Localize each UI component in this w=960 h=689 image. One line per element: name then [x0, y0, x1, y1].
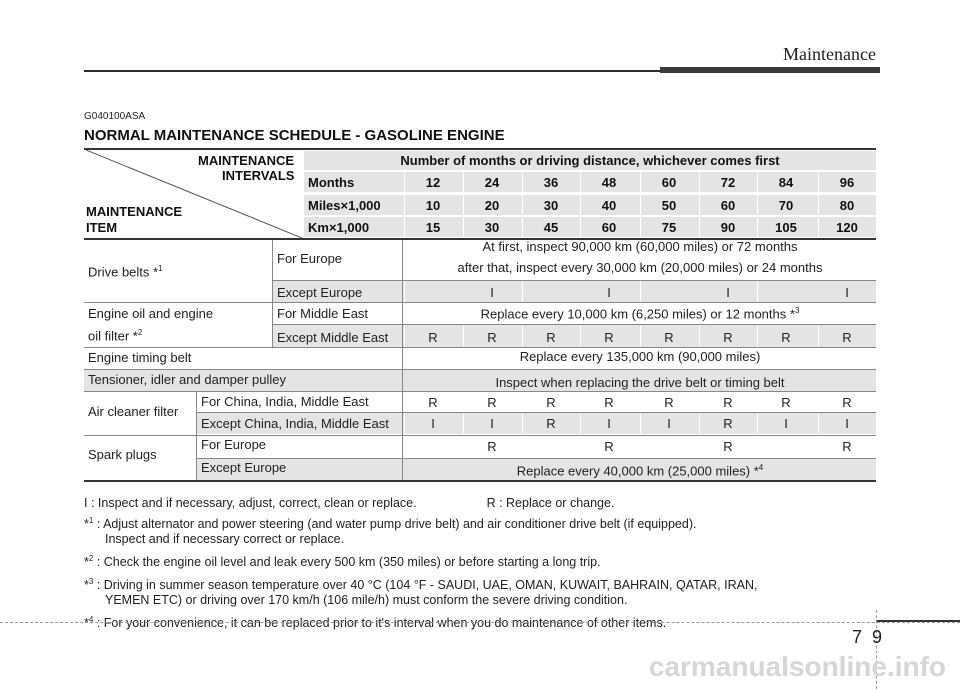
schedule-cell: I	[431, 416, 435, 431]
row-line	[84, 391, 876, 392]
header-cell: 96	[839, 175, 855, 190]
header-row-label: Miles×1,000	[308, 198, 381, 213]
cell-sep	[580, 412, 581, 434]
cell-sep	[522, 324, 523, 347]
schedule-cell: I	[667, 416, 671, 431]
cell-sep	[640, 412, 641, 434]
section-title: Maintenance	[783, 44, 876, 64]
drive-except-europe: Except Europe	[277, 285, 363, 300]
header-row-label: Km×1,000	[308, 220, 370, 235]
schedule-cell: R	[604, 395, 614, 410]
air-cleaner-label: Air cleaner filter	[88, 404, 179, 419]
table-bottom-rule	[84, 480, 876, 482]
header-cell: 30	[484, 220, 500, 235]
header-col-sep	[580, 172, 581, 192]
schedule-cell: R	[723, 330, 733, 345]
header-cell: 50	[661, 198, 677, 213]
cell-sep	[404, 324, 405, 347]
air-except-china: Except China, India, Middle East	[201, 416, 389, 431]
tensioner-note: Inspect when replacing the drive belt or timing belt	[495, 375, 785, 390]
header-cell: 75	[661, 220, 677, 235]
spark-except-europe: Except Europe	[201, 460, 287, 475]
schedule-cell: R	[723, 395, 733, 410]
schedule-cell: I	[726, 285, 730, 300]
cell-sep	[463, 412, 464, 434]
cell-sep	[463, 324, 464, 347]
legend-r: R : Replace or change.	[486, 496, 615, 510]
footnote-2-marker: 2	[137, 328, 143, 337]
schedule-cell: R	[546, 416, 556, 431]
header-cell: 24	[484, 175, 500, 190]
cell-sep	[522, 412, 523, 434]
footnote-4-marker: 4	[758, 463, 764, 472]
schedule-cell: R	[487, 330, 497, 345]
header-col-sep	[699, 195, 700, 215]
header-cell: 20	[484, 198, 500, 213]
row-line	[84, 347, 876, 348]
row-line	[84, 435, 876, 436]
footer-dash	[0, 622, 960, 623]
header-cell: 84	[778, 175, 794, 190]
col-line	[272, 240, 273, 302]
header-cell: 120	[836, 220, 858, 235]
col-line	[196, 391, 197, 480]
cell-sep	[640, 324, 641, 347]
schedule-cell: I	[490, 285, 494, 300]
header-cell: 72	[720, 175, 736, 190]
header-col-sep	[818, 172, 819, 192]
oil-except-middle-east: Except Middle East	[277, 330, 389, 345]
oil-for-middle-east: For Middle East	[277, 306, 369, 321]
cell-sep	[404, 280, 405, 302]
timing-belt-label: Engine timing belt	[88, 350, 192, 365]
doc-code: G040100ASA	[84, 111, 146, 122]
corner-intervals-1: MAINTENANCE	[198, 153, 295, 168]
schedule-cell: I	[845, 416, 849, 431]
header-col-sep	[818, 195, 819, 215]
spark-plugs-label: Spark plugs	[88, 447, 157, 462]
footnote-1-marker: 1	[158, 264, 163, 273]
header-col-sep	[404, 172, 405, 192]
header-col-sep	[757, 217, 758, 237]
schedule-cell: R	[842, 439, 852, 454]
cell-sep	[404, 412, 405, 434]
header-cell: 12	[425, 175, 441, 190]
tensioner-label: Tensioner, idler and damper pulley	[88, 372, 287, 387]
header-col-sep	[699, 217, 700, 237]
oil-me-note: Replace every 10,000 km (6,250 miles) or 12 months *$^3$	[480, 306, 800, 322]
schedule-cell: R	[723, 416, 733, 431]
cell-sep	[757, 324, 758, 347]
header-col-sep	[640, 217, 641, 237]
header-row-label: Months	[308, 175, 355, 190]
header-col-sep	[818, 217, 819, 237]
header-cell: 48	[601, 175, 617, 190]
header-col-sep	[463, 172, 464, 192]
header-col-sep	[580, 217, 581, 237]
schedule-cell: R	[664, 395, 674, 410]
drive-except-bg	[272, 280, 876, 302]
header-cell: 40	[601, 198, 617, 213]
cell-sep	[580, 324, 581, 347]
header-cell: 60	[720, 198, 736, 213]
drive-for-europe: For Europe	[277, 251, 343, 266]
cell-sep	[699, 324, 700, 347]
header-cell: 10	[425, 198, 441, 213]
notes	[84, 496, 757, 632]
header-col-sep	[522, 217, 523, 237]
schedule-cell: I	[607, 416, 611, 431]
schedule-cell: I	[784, 416, 788, 431]
header-cell: 30	[543, 198, 559, 213]
header-cell: 60	[601, 220, 617, 235]
schedule-cell: R	[487, 439, 497, 454]
corner-intervals-2: INTERVALS	[222, 168, 295, 183]
cell-sep	[818, 324, 819, 347]
header-accent-bar	[660, 67, 880, 73]
schedule-cell: R	[664, 330, 674, 345]
row-line	[272, 280, 876, 281]
span-header: Number of months or driving distance, whichever comes first	[400, 153, 780, 168]
header-col-sep	[522, 195, 523, 215]
header-cell: 90	[720, 220, 736, 235]
note-4: *$^4$ : For your convenience, it can be replaced prior to it's interval when you do maintenance of other items.	[84, 615, 667, 631]
row-line	[84, 369, 876, 370]
header-cell: 60	[661, 175, 677, 190]
spark-for-europe: For Europe	[201, 437, 267, 452]
note-1b: Inspect and if necessary correct or replace.	[105, 532, 345, 547]
oil-label-2: oil filter *$^2$	[88, 328, 143, 344]
drive-belts-label: Drive belts *$^1$	[88, 264, 163, 280]
header-col-sep	[699, 172, 700, 192]
corner-item-1: MAINTENANCE	[86, 204, 183, 219]
page-number: 79	[851, 627, 892, 647]
header-col-sep	[757, 195, 758, 215]
schedule-cell: R	[546, 395, 556, 410]
oil-label-1: Engine oil and engine	[88, 306, 214, 321]
schedule-cell: R	[428, 395, 438, 410]
header-cell: 70	[778, 198, 794, 213]
row-line	[272, 324, 876, 325]
header-cell: 80	[839, 198, 855, 213]
drive-note-2: after that, inspect every 30,000 km (20,000 miles) or 24 months	[457, 260, 823, 275]
spark-except-note: Replace every 40,000 km (25,000 miles) *$^4$	[516, 463, 764, 479]
row-line	[84, 302, 876, 303]
footer-solid	[876, 620, 960, 622]
cell-sep	[757, 280, 758, 302]
schedule-cell: R	[842, 395, 852, 410]
timing-note: Replace every 135,000 km (90,000 miles)	[519, 349, 761, 364]
note-3: *$^3$ : Driving in summer season temperature over 40 °C (104 °F - SAUDI, UAE, OMAN, KUWAIT, BAHRAIN, QATAR, IRAN,	[84, 577, 758, 593]
header-col-sep	[463, 195, 464, 215]
legend-i: I : Inspect and if necessary, adjust, correct, clean or replace.	[84, 496, 417, 510]
cell-sep	[757, 412, 758, 434]
schedule-cell: R	[604, 439, 614, 454]
header-col-sep	[463, 217, 464, 237]
header-col-sep	[522, 172, 523, 192]
cell-sep	[522, 280, 523, 302]
cell-sep	[818, 412, 819, 434]
row-line	[196, 458, 876, 459]
header-col-sep	[404, 217, 405, 237]
schedule-cell: I	[845, 285, 849, 300]
header-col-sep	[640, 172, 641, 192]
header-cell: 15	[425, 220, 441, 235]
footnote-3-marker: 3	[794, 306, 800, 315]
header-col-sep	[580, 195, 581, 215]
schedule-cell: R	[781, 395, 791, 410]
header-cell: 45	[543, 220, 559, 235]
schedule-cell: R	[723, 439, 733, 454]
schedule-cell: R	[428, 330, 438, 345]
header-cell: 36	[543, 175, 559, 190]
note-1: *$^1$ : Adjust alternator and power steering (and water pump drive belt) and air conditioner drive belt (if equipped).	[84, 516, 697, 532]
schedule-cell: R	[487, 395, 497, 410]
schedule-cell: R	[842, 330, 852, 345]
air-for-china: For China, India, Middle East	[201, 394, 369, 409]
watermark: carmanualsonline.info	[648, 651, 946, 682]
row-line	[196, 412, 876, 413]
col-line	[272, 302, 273, 347]
schedule-cell: R	[604, 330, 614, 345]
col-line	[402, 240, 403, 480]
cell-sep	[640, 280, 641, 302]
schedule-cell: R	[781, 330, 791, 345]
header-col-sep	[757, 172, 758, 192]
header-cell: 105	[775, 220, 797, 235]
cell-sep	[699, 412, 700, 434]
schedule-cell: I	[490, 416, 494, 431]
legend-line	[84, 496, 757, 511]
page-title: NORMAL MAINTENANCE SCHEDULE - GASOLINE ENGINE	[84, 127, 505, 144]
header-col-sep	[640, 195, 641, 215]
note-2: *$^2$ : Check the engine oil level and leak every 500 km (350 miles) or before starting a long trip.	[84, 554, 601, 570]
drive-note-1: At first, inspect 90,000 km (60,000 miles) or 72 months	[482, 239, 798, 254]
schedule-cell: R	[546, 330, 556, 345]
corner-item-2: ITEM	[86, 220, 118, 235]
header-col-sep	[404, 195, 405, 215]
schedule-cell: I	[607, 285, 611, 300]
note-3b: YEMEN ETC) or driving over 170 km/h (106 mile/h) must conform the severe driving condition.	[105, 593, 628, 608]
